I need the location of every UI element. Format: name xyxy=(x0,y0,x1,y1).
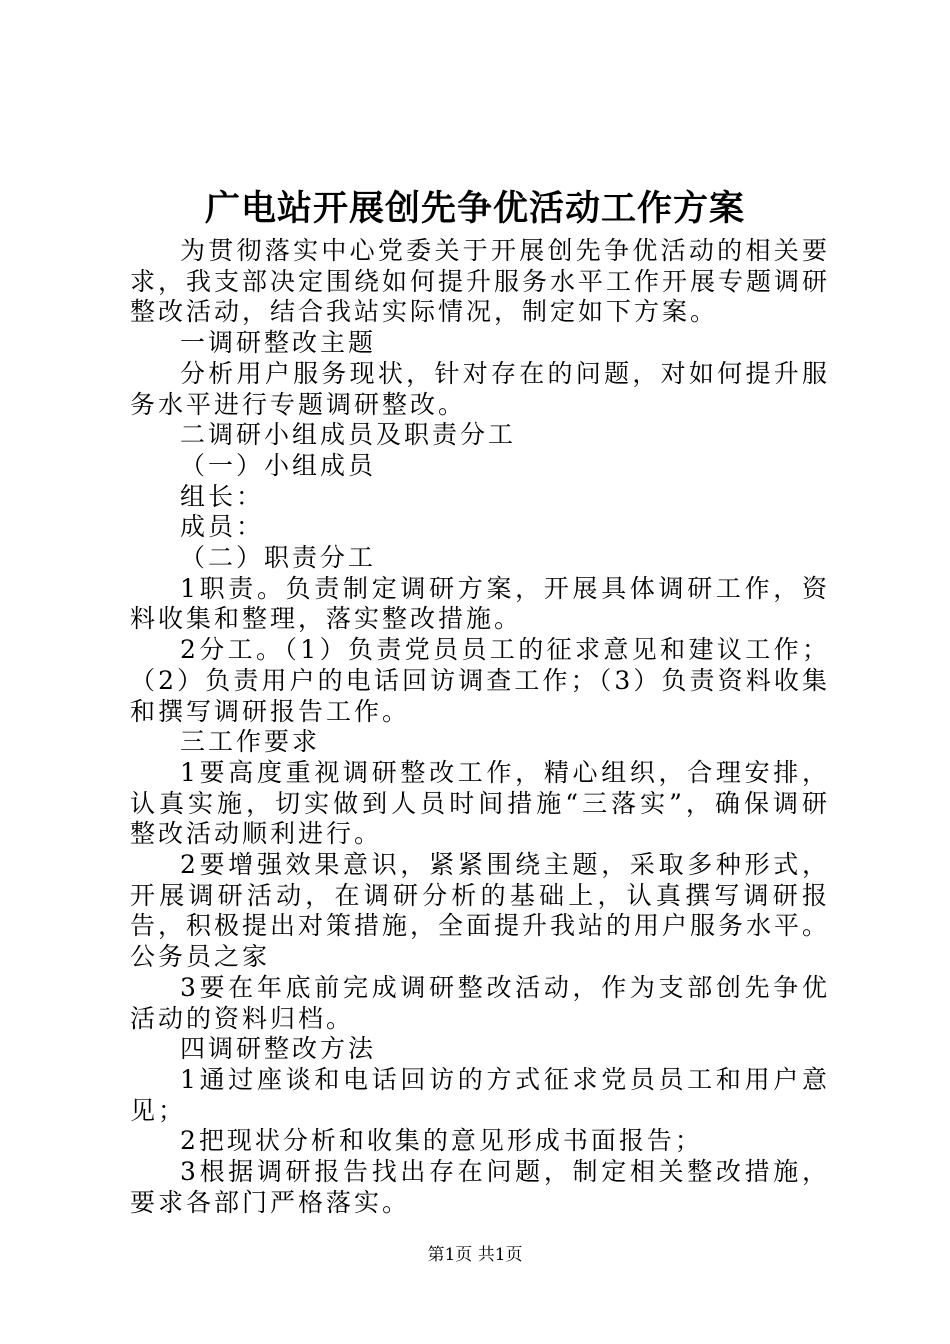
page-footer: 第1页 共1页 xyxy=(427,1245,523,1265)
subsection-heading-members: （一）小组成员 xyxy=(180,450,377,480)
section-1-paragraph: 分析用户服务现状，针对存在的问题，对如何提升服务水平进行专题调研整改。 xyxy=(130,358,830,419)
section-heading-4: 四调研整改方法 xyxy=(180,1034,377,1064)
requirement-1-paragraph: 1要高度重视调研整改工作，精心组织，合理安排，认真实施，切实做到人员时间措施“三落实”，确保调研整改活动顺利进行。 xyxy=(130,757,830,849)
division-paragraph: 2分工。（1）负责党员员工的征求意见和建议工作；（2）负责用户的电话回访调查工作；（3）负责资料收集和撰写调研报告工作。 xyxy=(130,635,830,726)
requirement-3-paragraph: 3要在年底前完成调研整改活动，作为支部创先争优活动的资料归档。 xyxy=(130,972,830,1033)
section-heading-3: 三工作要求 xyxy=(180,727,321,757)
section-heading-1: 一调研整改主题 xyxy=(180,328,377,358)
subsection-heading-duties: （二）职责分工 xyxy=(180,543,377,573)
method-2-paragraph: 2把现状分析和收集的意见形成书面报告； xyxy=(180,1126,703,1156)
members-line: 成员： xyxy=(180,512,265,542)
leader-line: 组长： xyxy=(180,481,265,511)
document-title: 广电站开展创先争优活动工作方案 xyxy=(204,188,745,229)
section-heading-2: 二调研小组成员及职责分工 xyxy=(180,420,517,450)
duties-paragraph: 1职责。负责制定调研方案，开展具体调研工作，资料收集和整理，落实整改措施。 xyxy=(130,573,830,634)
method-3-paragraph: 3根据调研报告找出存在问题，制定相关整改措施，要求各部门严格落实。 xyxy=(130,1157,830,1217)
intro-paragraph: 为贯彻落实中心党委关于开展创先争优活动的相关要求，我支部决定围绕如何提升服务水平工作开展专题调研整改活动，结合我站实际情况，制定如下方案。 xyxy=(130,236,831,327)
document-body xyxy=(130,236,830,1219)
requirement-2-paragraph: 2要增强效果意识，紧紧围绕主题，采取多种形式，开展调研活动，在调研分析的基础上，认真撰写调研报告，积极提出对策措施，全面提升我站的用户服务水平。公务员之家 xyxy=(130,850,831,972)
method-1-paragraph: 1通过座谈和电话回访的方式征求党员员工和用户意见； xyxy=(130,1064,830,1125)
